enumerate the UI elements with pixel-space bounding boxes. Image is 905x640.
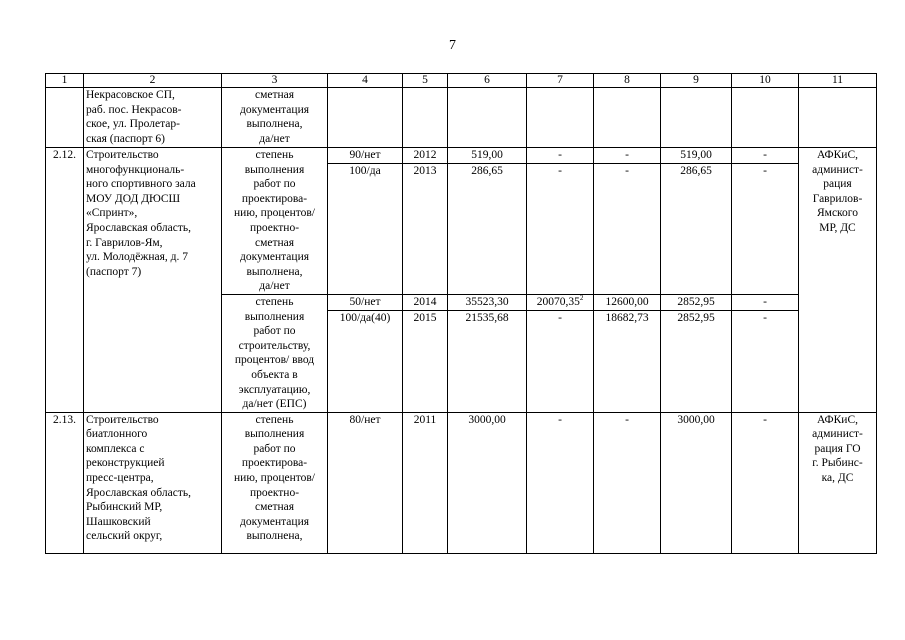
text-line: ул. Молодёжная, д. 7 <box>86 251 188 264</box>
text-line: МОУ ДОД ДЮСШ <box>86 192 181 205</box>
column-header: 1 <box>46 74 84 88</box>
text-line: выполнения <box>244 428 305 441</box>
text-line: выполнена, <box>246 265 303 278</box>
value-cell: - <box>732 163 799 294</box>
value-cell: 100/да <box>328 163 403 294</box>
text-line: нию, процентов/ <box>234 207 315 220</box>
value-text: 20070,35 <box>536 295 580 308</box>
value-cell: - <box>732 294 799 310</box>
text-line: рация ГО <box>814 442 861 455</box>
table-row-2-12 <box>46 148 877 164</box>
text-line: эксплуатацию, <box>238 383 311 396</box>
value-cell: 3000,00 <box>448 412 527 553</box>
text-line: нию, процентов/ <box>234 472 315 485</box>
text-line: Гаврилов- <box>812 192 863 205</box>
text-line: «Спринт», <box>86 207 138 220</box>
column-header: 7 <box>527 74 594 88</box>
text-line: да/нет (ЕПС) <box>242 398 307 411</box>
text-line: выполнения <box>244 163 305 176</box>
value-cell: 3000,00 <box>661 412 732 553</box>
value-cell: - <box>732 310 799 412</box>
indicator-cell <box>222 148 328 295</box>
text-line: выполнена, <box>246 118 303 131</box>
value-cell <box>661 88 732 148</box>
indicator-cell <box>222 88 328 148</box>
year-cell: 2015 <box>403 310 448 412</box>
value-cell <box>527 294 594 310</box>
value-cell: 2852,95 <box>661 310 732 412</box>
row-number-cell: 2.13. <box>46 412 84 553</box>
project-description-cell <box>84 148 222 413</box>
text-line: биатлонного <box>86 428 148 441</box>
text-line: степень <box>255 295 294 308</box>
column-header: 9 <box>661 74 732 88</box>
row-number-cell: 2.12. <box>46 148 84 413</box>
value-cell: 286,65 <box>661 163 732 294</box>
text-line: проектно- <box>249 486 300 499</box>
indicator-cell <box>222 294 328 412</box>
executor-cell <box>799 88 877 148</box>
project-description-cell <box>84 412 222 553</box>
column-header: 5 <box>403 74 448 88</box>
table-row-continuation <box>46 88 877 148</box>
text-line: раб. пос. Некрасов- <box>86 103 182 116</box>
text-line: работ по <box>253 325 296 338</box>
text-line: выполнена, <box>246 530 303 543</box>
text-line: строительству, <box>238 339 311 352</box>
text-line: сметная <box>254 89 295 101</box>
value-cell <box>448 88 527 148</box>
text-line: ское, ул. Пролетар- <box>86 118 180 131</box>
value-cell: 100/да(40) <box>328 310 403 412</box>
executor-cell <box>799 148 877 413</box>
value-cell <box>594 88 661 148</box>
column-header: 4 <box>328 74 403 88</box>
value-cell <box>732 88 799 148</box>
value-cell <box>527 88 594 148</box>
value-cell: 18682,73 <box>594 310 661 412</box>
text-line: г. Рыбинс- <box>812 457 863 470</box>
text-line: Некрасовское СП, <box>86 89 175 101</box>
value-cell: 35523,30 <box>448 294 527 310</box>
text-line: АФКиС, <box>816 149 859 161</box>
year-cell <box>403 88 448 148</box>
text-line: степень <box>255 413 294 426</box>
text-line: ного спортивного зала <box>86 178 196 191</box>
value-cell: - <box>594 148 661 164</box>
text-line: процентов/ ввод <box>234 354 315 367</box>
text-line: степень <box>255 149 294 161</box>
text-line: сметная <box>254 501 295 514</box>
value-cell: 2852,95 <box>661 294 732 310</box>
text-line: ская (паспорт 6) <box>86 132 165 145</box>
value-cell: 519,00 <box>661 148 732 164</box>
value-cell: 80/нет <box>328 412 403 553</box>
indicator-cell <box>222 412 328 553</box>
year-cell: 2011 <box>403 412 448 553</box>
column-number-header-row <box>46 74 877 88</box>
text-line: сметная <box>254 236 295 249</box>
value-cell: 12600,00 <box>594 294 661 310</box>
text-line: да/нет <box>259 280 290 293</box>
text-line: проектирова- <box>241 457 308 470</box>
program-table <box>45 73 877 554</box>
value-cell <box>328 88 403 148</box>
column-header: 8 <box>594 74 661 88</box>
text-line: проектно- <box>249 221 300 234</box>
text-line: документация <box>239 515 310 528</box>
text-line: АФКиС, <box>816 413 859 426</box>
text-line: реконструкцией <box>86 457 165 470</box>
value-cell: 50/нет <box>328 294 403 310</box>
project-description-cell <box>84 88 222 148</box>
column-header: 3 <box>222 74 328 88</box>
column-header: 2 <box>84 74 222 88</box>
value-cell: - <box>594 163 661 294</box>
year-cell: 2013 <box>403 163 448 294</box>
text-line: г. Гаврилов-Ям, <box>86 236 163 249</box>
text-line: работ по <box>253 442 296 455</box>
text-line: объекта в <box>251 368 298 381</box>
column-header: 11 <box>799 74 877 88</box>
footnote-marker: 2 <box>579 294 584 303</box>
text-line: да/нет <box>259 132 290 145</box>
text-line: документация <box>239 251 310 264</box>
page-number: 7 <box>449 38 456 53</box>
text-line: Шашковский <box>86 515 151 528</box>
row-number-cell <box>46 88 84 148</box>
value-cell: 21535,68 <box>448 310 527 412</box>
text-line: админист- <box>812 428 863 441</box>
text-line: (паспорт 7) <box>86 265 142 278</box>
text-line: документация <box>239 103 310 116</box>
text-line: Ярославская область, <box>86 221 191 234</box>
text-line: выполнения <box>244 310 305 323</box>
text-line: админист- <box>812 163 863 176</box>
value-cell: 90/нет <box>328 148 403 164</box>
text-line: рация <box>823 178 852 191</box>
value-cell: - <box>732 412 799 553</box>
text-line: ка, ДС <box>821 472 854 485</box>
value-cell: - <box>732 148 799 164</box>
table-row-2-13 <box>46 412 877 553</box>
text-line: проектирова- <box>241 192 308 205</box>
value-cell: 286,65 <box>448 163 527 294</box>
text-line: работ по <box>253 178 296 191</box>
value-cell: - <box>594 412 661 553</box>
text-line: Ярославская область, <box>86 486 191 499</box>
executor-cell <box>799 412 877 553</box>
column-header: 6 <box>448 74 527 88</box>
year-cell: 2012 <box>403 148 448 164</box>
value-cell: - <box>527 148 594 164</box>
value-cell: - <box>527 310 594 412</box>
text-line: Ямского <box>817 207 858 220</box>
value-cell: 519,00 <box>448 148 527 164</box>
column-header: 10 <box>732 74 799 88</box>
text-line: сельский округ, <box>86 530 163 543</box>
year-cell: 2014 <box>403 294 448 310</box>
text-line: МР, ДС <box>819 221 856 234</box>
text-line: пресс-центра, <box>86 472 154 485</box>
text-line: Строительство <box>86 413 159 426</box>
text-line: Строительство <box>86 149 159 161</box>
text-line: комплекса с <box>86 442 145 455</box>
value-cell: - <box>527 163 594 294</box>
value-cell: - <box>527 412 594 553</box>
text-line: многофункциональ- <box>86 163 185 176</box>
text-line: Рыбинский МР, <box>86 501 163 514</box>
